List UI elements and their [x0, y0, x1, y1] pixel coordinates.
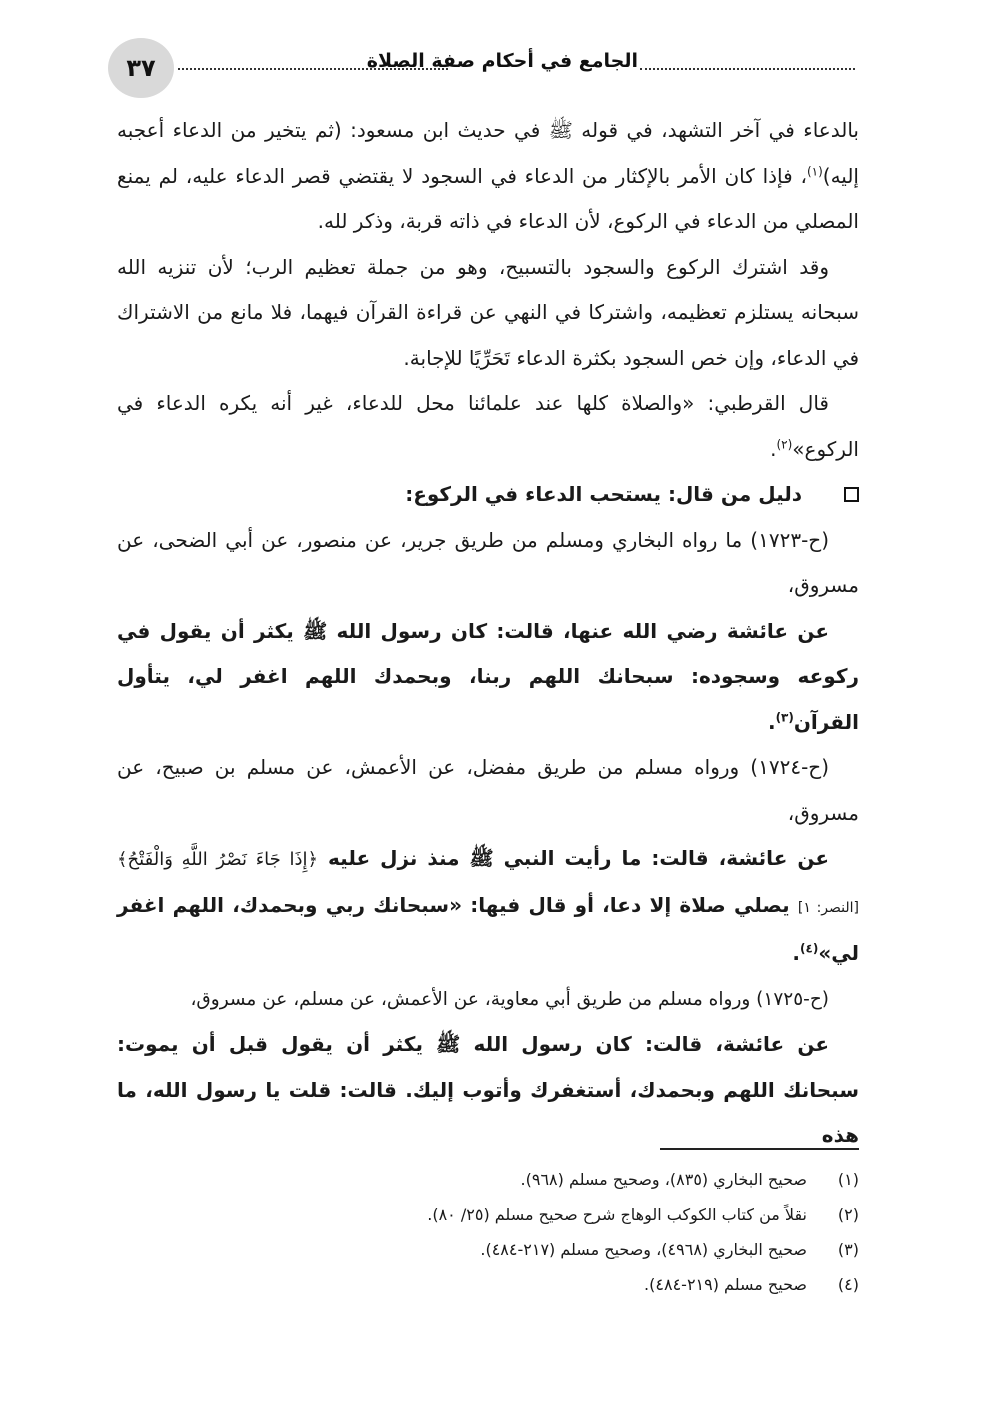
footnote-ref-1[interactable]: (١): [806, 163, 823, 178]
footnote-item: (١) صحيح البخاري (٨٣٥)، وصحيح مسلم (٩٦٨).: [520, 1170, 859, 1189]
page-header: [108, 38, 860, 98]
running-title: الجامع في أحكام صفة الصلاة: [366, 50, 638, 72]
hadith-1723-text: عن عائشة رضي الله عنها، قالت: كان رسول الله ﷺ يكثر أن يقول في ركوعه وسجوده: سبحانك اللهم ربنا، وبحمدك اللهم اغفر لي، يتأول القرآن$^{(٣)}$.: [117, 618, 859, 734]
footnote-ref-4[interactable]: (٤): [800, 941, 819, 956]
hadith-1723-chain: (ح-١٧٢٣) ما رواه البخاري ومسلم من طريق جرير، عن منصور، عن أبي الضحى، عن مسروق،: [117, 527, 859, 597]
section-heading: دليل من قال: يستحب الدعاء في الركوع:: [117, 472, 859, 518]
hadith-1725-text: عن عائشة، قالت: كان رسول الله ﷺ يكثر أن يقول قبل أن يموت: سبحانك اللهم وبحمدك، أستغفرك وأتوب إليك. قالت: قلت يا رسول الله، ما هذه: [117, 1032, 859, 1147]
quran-verse-ref: [النصر: ١]: [797, 899, 860, 916]
main-text: [117, 108, 859, 1159]
paragraph-3: قال القرطبي: «والصلاة كلها عند علمائنا محل للدعاء، غير أنه يكره الدعاء في الركوع»$^{(٢)}$.: [117, 391, 859, 461]
footnote-item: (٢) نقلاً من كتاب الكوكب الوهاج شرح صحيح مسلم (٢٥/ ٨٠).: [427, 1205, 859, 1224]
hadith-1725-chain: (ح-١٧٢٥) ورواه مسلم من طريق أبي معاوية، عن الأعمش، عن مسلم، عن مسروق،: [190, 988, 829, 1010]
paragraph-2: وقد اشترك الركوع والسجود بالتسبيح، وهو من جملة تعظيم الرب؛ لأن تنزيه الله سبحانه يستلزم تعظيمه، واشتركا في النهي عن قراءة القرآن فيهما، فلا مانع من الاشتراك في الدعاء، وإن خص السجود بكثرة الدعاء تَحَرِّيًا للإجابة.: [117, 254, 859, 370]
page-number: ٣٧: [108, 38, 174, 98]
quran-verse: ﴿إِذَا جَاءَ نَصْرُ اللَّهِ وَالْفَتْحُ﴾: [117, 849, 319, 870]
hadith-1724-chain: (ح-١٧٢٤) ورواه مسلم من طريق مفضل، عن الأعمش، عن مسلم بن صبيح، عن مسروق،: [117, 755, 859, 825]
header-dotted-leader-right: [640, 68, 855, 70]
footnote-item: (٣) صحيح البخاري (٤٩٦٨)، وصحيح مسلم (٢١٧-٤٨٤).: [480, 1240, 859, 1259]
paragraph-1: بالدعاء في آخر التشهد، في قوله ﷺ في حديث ابن مسعود: (ثم يتخير من الدعاء أعجبه إليه)$^{(١)}$، فإذا كان الأمر بالإكثار من الدعاء في السجود لا يقتضي قصر الدعاء عليه، لم يمنع المصلي من الدعاء في الركوع، لأن الدعاء في ذاته قربة، وذكر لله.: [117, 118, 859, 233]
footnote-separator: [660, 1148, 859, 1150]
square-bullet-icon: [844, 487, 859, 502]
footnotes: [117, 1162, 859, 1302]
footnote-ref-2[interactable]: (٢): [776, 436, 793, 451]
footnote-ref-3[interactable]: (٣): [775, 709, 794, 724]
footnote-item: (٤) صحيح مسلم (٢١٩-٤٨٤).: [644, 1275, 859, 1294]
hadith-1724-text: عن عائشة، قالت: ما رأيت النبي ﷺ منذ نزل عليه ﴿إِذَا جَاءَ نَصْرُ اللَّهِ وَالْفَتْحُ﴾ [النصر: ١] يصلي صلاة إلا دعا، أو قال فيها: «سبحانك ربي وبحمدك، اللهم اغفر لي»$^{(٤)}$.: [117, 846, 860, 965]
